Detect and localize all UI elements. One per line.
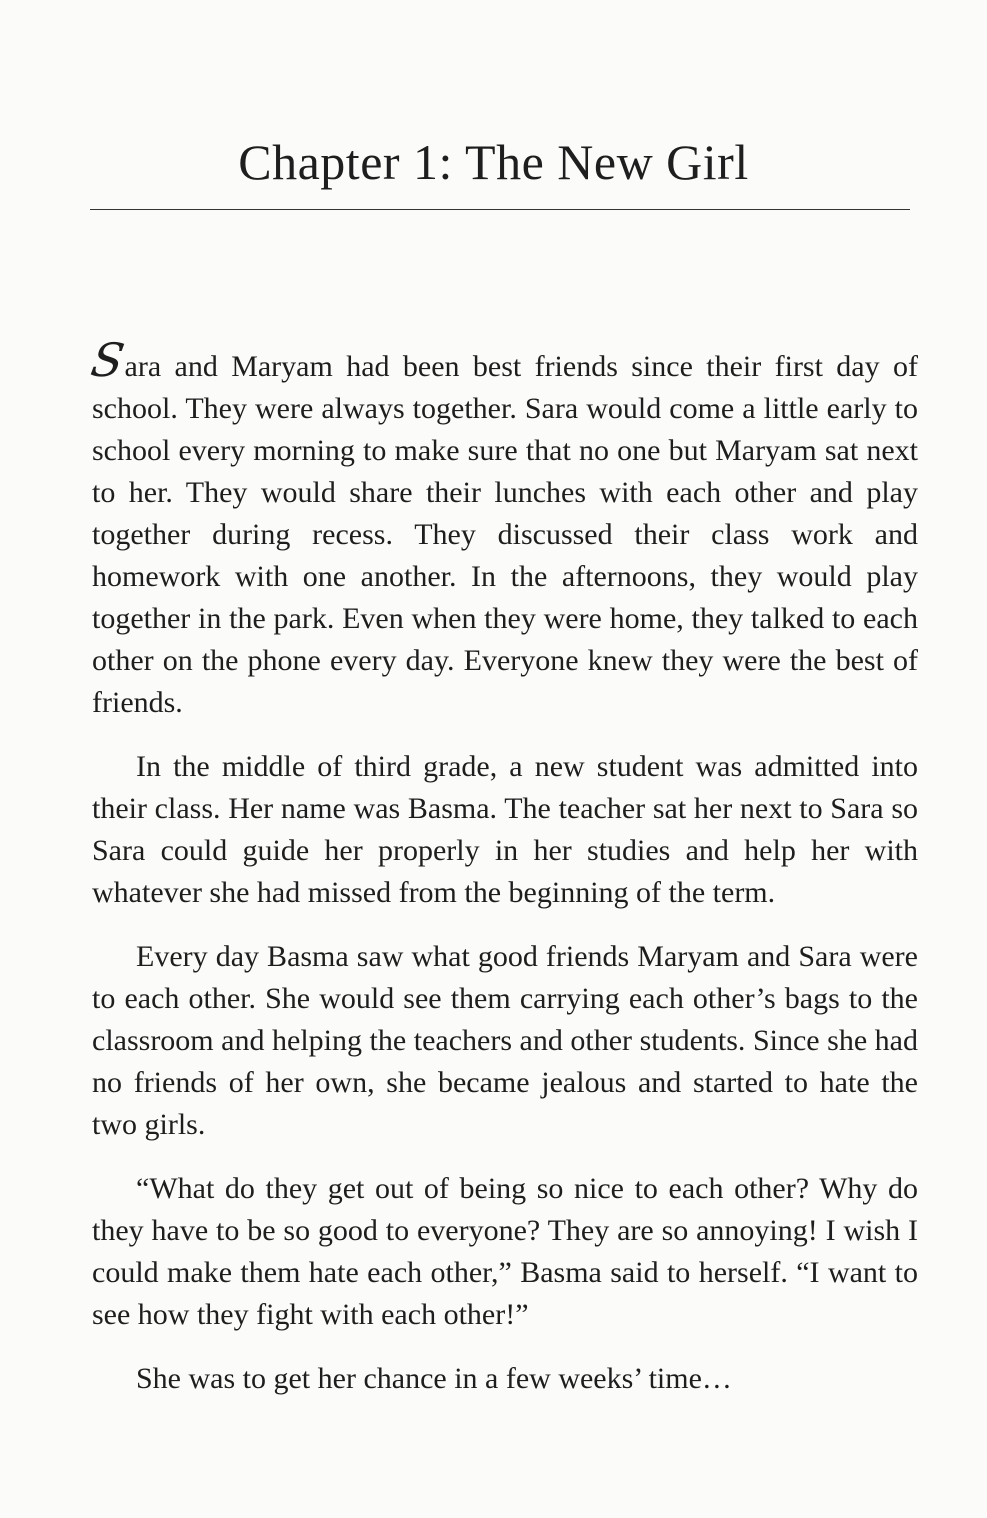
paragraph-3: Every day Basma saw what good friends Maryam and Sara were to each other. She would see them carrying each other’s bags to the classroom and helping the teachers and other students. Since she had no friends of her own, she became jealous and started to hate the two girls. — [92, 940, 918, 1141]
story-body — [87, 333, 918, 1422]
paragraph-4: “What do they get out of being so nice to each other? Why do they have to be so good to everyone? They are so annoying! I wish I could make them hate each other,” Basma said to herself. “I want to see how they fight with each other!” — [92, 1172, 918, 1331]
paragraph-5: She was to get her chance in a few weeks’ time… — [136, 1362, 732, 1395]
paragraph-2: In the middle of third grade, a new student was admitted into their class. Her name was Basma. The teacher sat her next to Sara so Sara could guide her properly in her studies and help her with whatever she had missed from the beginning of the term. — [92, 750, 918, 909]
paragraph-1 — [87, 333, 918, 724]
paragraph-1-text: ara and Maryam had been best friends since their first day of school. They were always together. Sara would come a little early to school every morning to make sure that no one but Maryam sat next to her. They would share their lunches with each other and play together during recess. They discussed their class work and homework with one another. In the afternoons, they would play together in the park. Even when they were home, they talked to each other on the phone every day. Everyone knew they were the best of friends. — [92, 350, 918, 719]
drop-cap: S — [87, 333, 129, 387]
chapter-title: Chapter 1: The New Girl — [238, 134, 749, 190]
title-divider — [90, 209, 910, 210]
